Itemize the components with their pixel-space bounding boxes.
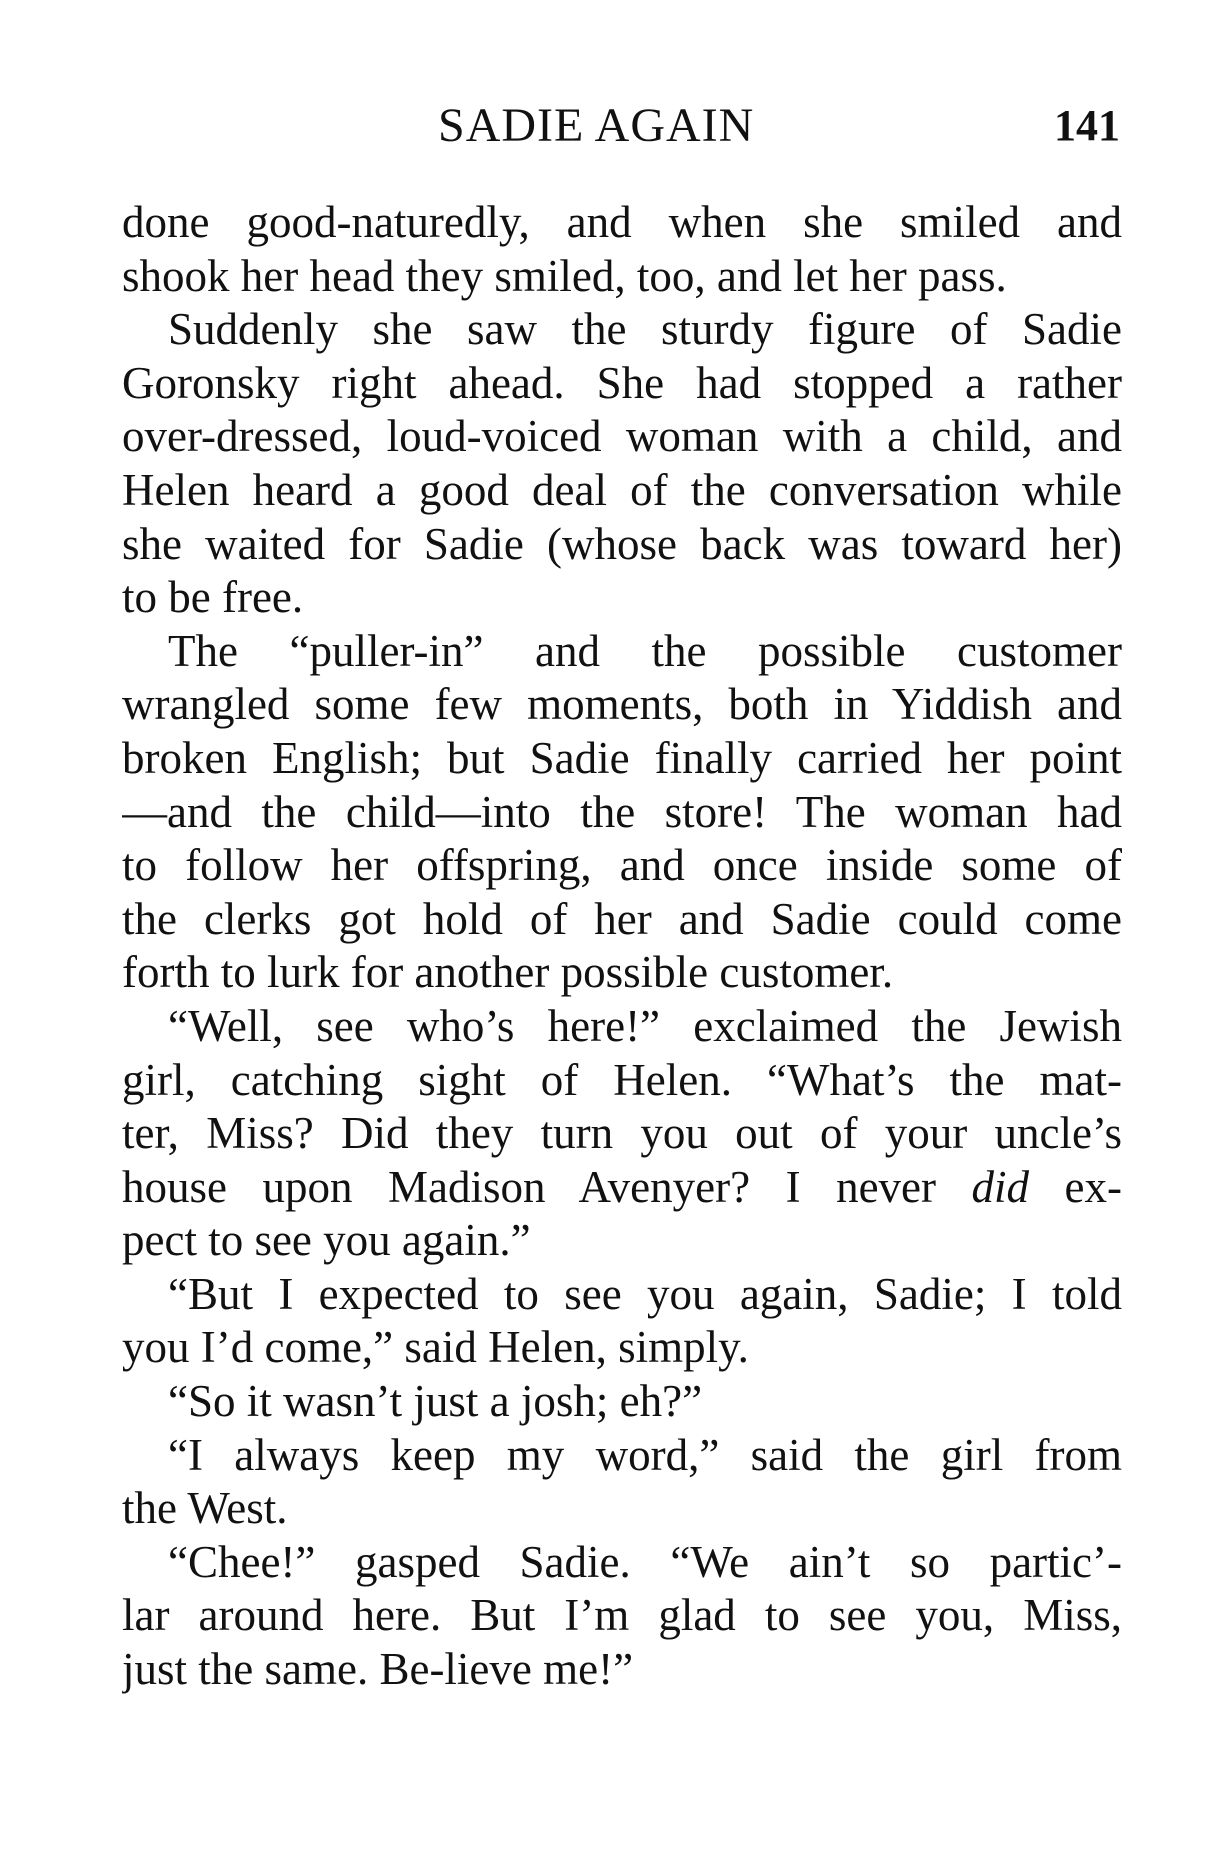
body-text: [122, 196, 1122, 1697]
text-line: over-dressed, loud-voiced woman with a child, and: [122, 411, 1122, 462]
text-line: forth to lurk for another possible customer.: [122, 947, 894, 998]
text-line: Suddenly she saw the sturdy figure of Sadie: [168, 304, 1122, 355]
chapter-title: SADIE AGAIN: [438, 99, 755, 152]
text-line: the West.: [122, 1483, 288, 1534]
emphasis: did: [971, 1161, 1030, 1212]
page-number: 141: [1054, 101, 1120, 150]
text-line: “But I expected to see you again, Sadie; I told: [168, 1268, 1122, 1319]
text-line: pect to see you again.”: [122, 1215, 531, 1266]
text-line: “Well, see who’s here!” exclaimed the Jewish: [168, 1000, 1122, 1051]
text-line: “Chee!” gasped Sadie. “We ain’t so partic’-: [168, 1536, 1122, 1587]
text-line: ter, Miss? Did they turn you out of your uncle’s: [122, 1108, 1122, 1159]
text-line: The “puller-in” and the possible customer: [168, 625, 1122, 676]
text-line: you I’d come,” said Helen, simply.: [122, 1322, 749, 1373]
text-line: to be free.: [122, 572, 304, 623]
text-line: done good-naturedly, and when she smiled and: [122, 197, 1122, 247]
text-line: “I always keep my word,” said the girl from: [168, 1429, 1122, 1480]
text-line: just the same. Be-lieve me!”: [122, 1644, 634, 1695]
text-line: girl, catching sight of Helen. “What’s the mat-: [122, 1054, 1122, 1105]
text-line: wrangled some few moments, both in Yiddish and: [122, 679, 1122, 730]
text-line: Goronsky right ahead. She had stopped a rather: [122, 357, 1122, 408]
text-line: house upon Madison Avenyer? I never did ex-: [122, 1161, 1122, 1212]
text-line: to follow her offspring, and once inside some of: [122, 840, 1122, 891]
text-line: Helen heard a good deal of the conversation while: [122, 464, 1122, 515]
text-line: the clerks got hold of her and Sadie could come: [122, 893, 1122, 944]
text-line: broken English; but Sadie finally carried her point: [122, 732, 1122, 783]
text-line: —and the child—into the store! The woman had: [122, 786, 1122, 837]
text-line: lar around here. But I’m glad to see you, Miss,: [122, 1590, 1122, 1641]
running-head: [120, 98, 1120, 158]
text-line: she waited for Sadie (whose back was toward her): [122, 518, 1122, 569]
text-line: shook her head they smiled, too, and let her pass.: [122, 250, 1007, 301]
text-line: “So it wasn’t just a josh; eh?”: [168, 1376, 703, 1427]
